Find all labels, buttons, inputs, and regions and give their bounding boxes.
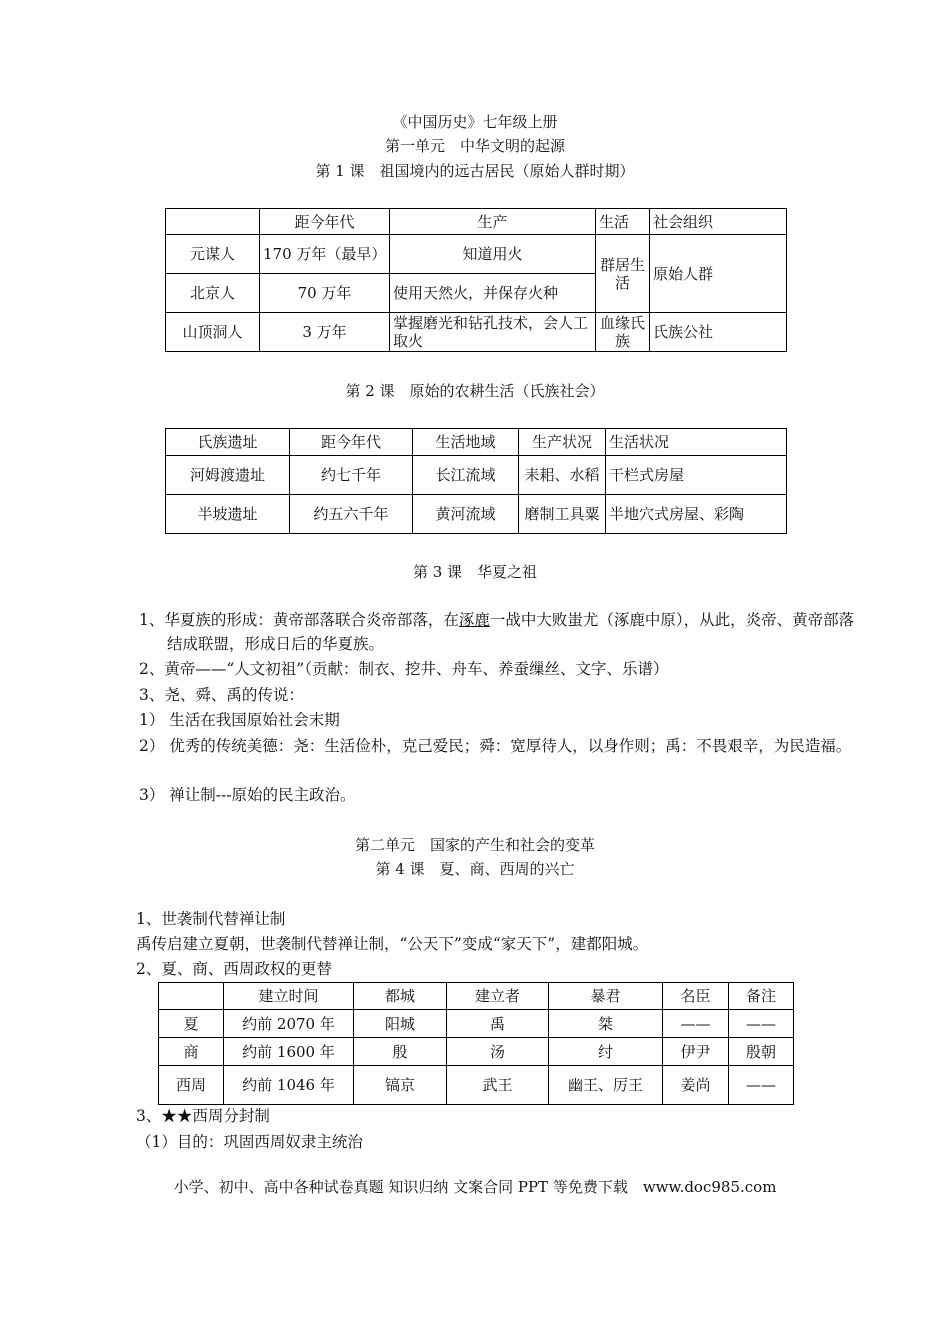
table-cell: 伊尹: [663, 1038, 729, 1066]
underlined-term: 涿鹿: [458, 611, 490, 629]
header-cell: 生产: [390, 209, 596, 235]
page-footer: 小学、初中、高中各种试卷真题 知识归纳 文案合同 PPT 等免费下载 www.doc985.com: [173, 1178, 777, 1196]
para-text: 1、华夏族的形成：黄帝部落联合炎帝部落，在: [139, 611, 459, 629]
table-cell: 姜尚: [663, 1066, 729, 1105]
table-cell: 阳城: [354, 1010, 447, 1038]
table-cell: 使用天然火，并保存火种: [390, 274, 596, 313]
table-cell: 约前 1600 年: [224, 1038, 354, 1066]
table-cell: 知道用火: [390, 235, 596, 274]
table-cell: 禹: [447, 1010, 549, 1038]
table-farming-life: [165, 428, 787, 534]
table-cell: 桀: [549, 1010, 663, 1038]
table-cell: 殷: [354, 1038, 447, 1066]
header-cell: [166, 209, 260, 235]
table-header-row: [166, 429, 787, 456]
header-cell: 氏族遗址: [166, 429, 290, 456]
table-cell: 幽王、厉王: [549, 1066, 663, 1105]
header-cell: [159, 983, 224, 1010]
table-row: [166, 313, 787, 352]
table-cell: ——: [663, 1010, 729, 1038]
unit1-title: 第一单元 中华文明的起源: [384, 137, 565, 155]
table-cell: 长江流域: [413, 456, 519, 495]
table-row: [166, 495, 787, 534]
table-cell: 磨制工具粟: [519, 495, 606, 534]
lesson3-para-6: 3） 禅让制---原始的民主政治。: [139, 786, 356, 804]
header-cell: 都城: [354, 983, 447, 1010]
table-cell: ——: [729, 1066, 794, 1105]
lesson3-para-3: 3、尧、舜、禹的传说：: [139, 686, 304, 704]
table-cell: 武王: [447, 1066, 549, 1105]
table-row: [159, 1010, 794, 1038]
lesson2-title: 第 2 课 原始的农耕生活（氏族社会）: [345, 382, 605, 400]
table-cell: 殷朝: [729, 1038, 794, 1066]
table-cell: 70 万年: [260, 274, 390, 313]
table-cell: ——: [729, 1010, 794, 1038]
header-cell: 生活: [596, 209, 650, 235]
table-cell: 氏族公社: [650, 313, 787, 352]
lesson4-para-4: 3、★★西周分封制: [136, 1107, 270, 1125]
table-cell: 黄河流域: [413, 495, 519, 534]
table-cell: 夏: [159, 1010, 224, 1038]
lesson4-para-3: 2、夏、商、西周政权的更替: [136, 960, 332, 978]
table-cell: 耒耜、水稻: [519, 456, 606, 495]
header-cell: 距今年代: [260, 209, 390, 235]
table-cell: 纣: [549, 1038, 663, 1066]
table-cell: 商: [159, 1038, 224, 1066]
lesson1-title: 第 1 课 祖国境内的远古居民（原始人群时期）: [315, 162, 635, 180]
lesson3-para-4: 1） 生活在我国原始社会末期: [139, 711, 340, 729]
unit2-title: 第二单元 国家的产生和社会的变革: [354, 836, 595, 854]
header-cell: 生活状况: [606, 429, 787, 456]
table-cell: 约五六千年: [290, 495, 413, 534]
book-title: 《中国历史》七年级上册: [392, 113, 558, 131]
header-cell: 名臣: [663, 983, 729, 1010]
table-cell: 干栏式房屋: [606, 456, 787, 495]
table-cell: 约前 1046 年: [224, 1066, 354, 1105]
table-cell: 半地穴式房屋、彩陶: [606, 495, 787, 534]
lesson4-title: 第 4 课 夏、商、西周的兴亡: [375, 860, 575, 878]
para-text: 一战中大败蚩尤（涿鹿中原），从此，炎帝、黄帝部落结成联盟，形成日后的华夏族。: [167, 611, 855, 653]
lesson3-para-2: 2、黄帝——“人文初祖”（贡献：制衣、挖井、舟车、养蚕缫丝、文字、乐谱）: [139, 660, 669, 678]
table-row: [166, 456, 787, 495]
header-cell: 建立时间: [224, 983, 354, 1010]
lesson4-para-1: 1、世袭制代替禅让制: [136, 910, 286, 928]
table-cell: 3 万年: [260, 313, 390, 352]
table-cell: 半坡遗址: [166, 495, 290, 534]
header-cell: 暴君: [549, 983, 663, 1010]
header-cell: 生活地域: [413, 429, 519, 456]
table-cell-merged-org: 原始人群: [650, 235, 787, 313]
table-cell: 山顶洞人: [166, 313, 260, 352]
header-cell: 备注: [729, 983, 794, 1010]
table-header-row: [166, 209, 787, 235]
table-cell: 约前 2070 年: [224, 1010, 354, 1038]
header-cell: 距今年代: [290, 429, 413, 456]
header-cell: 社会组织: [650, 209, 787, 235]
table-dynasties: [158, 982, 794, 1105]
header-cell: 建立者: [447, 983, 549, 1010]
lesson4-para-5: （1）目的：巩固西周奴隶主统治: [136, 1133, 363, 1151]
lesson4-para-2: 禹传启建立夏朝，世袭制代替禅让制，“公天下”变成“家天下”，建都阳城。: [136, 935, 649, 953]
table-cell: 约七千年: [290, 456, 413, 495]
table-cell: 血缘氏族: [596, 313, 650, 352]
table-cell: 汤: [447, 1038, 549, 1066]
table-cell: 河姆渡遗址: [166, 456, 290, 495]
lesson3-para-5: 2） 优秀的传统美德：尧：生活俭朴，克己爱民；舜：宽厚待人，以身作则；禹：不畏艰辛，为民造福。: [139, 737, 852, 755]
table-row: [159, 1066, 794, 1105]
table-ancient-residents: [165, 208, 787, 352]
table-row: [159, 1038, 794, 1066]
lesson3-para-1: [139, 608, 859, 656]
table-cell: 镐京: [354, 1066, 447, 1105]
header-cell: 生产状况: [519, 429, 606, 456]
table-row: [166, 235, 787, 274]
table-cell: 170 万年（最早）: [260, 235, 390, 274]
table-cell: 西周: [159, 1066, 224, 1105]
table-cell: 北京人: [166, 274, 260, 313]
lesson3-title: 第 3 课 华夏之祖: [412, 563, 538, 581]
table-header-row: [159, 983, 794, 1010]
table-cell: 元谋人: [166, 235, 260, 274]
table-cell: 掌握磨光和钻孔技术，会人工取火: [390, 313, 596, 352]
table-cell-merged-life: 群居生活: [596, 235, 650, 313]
